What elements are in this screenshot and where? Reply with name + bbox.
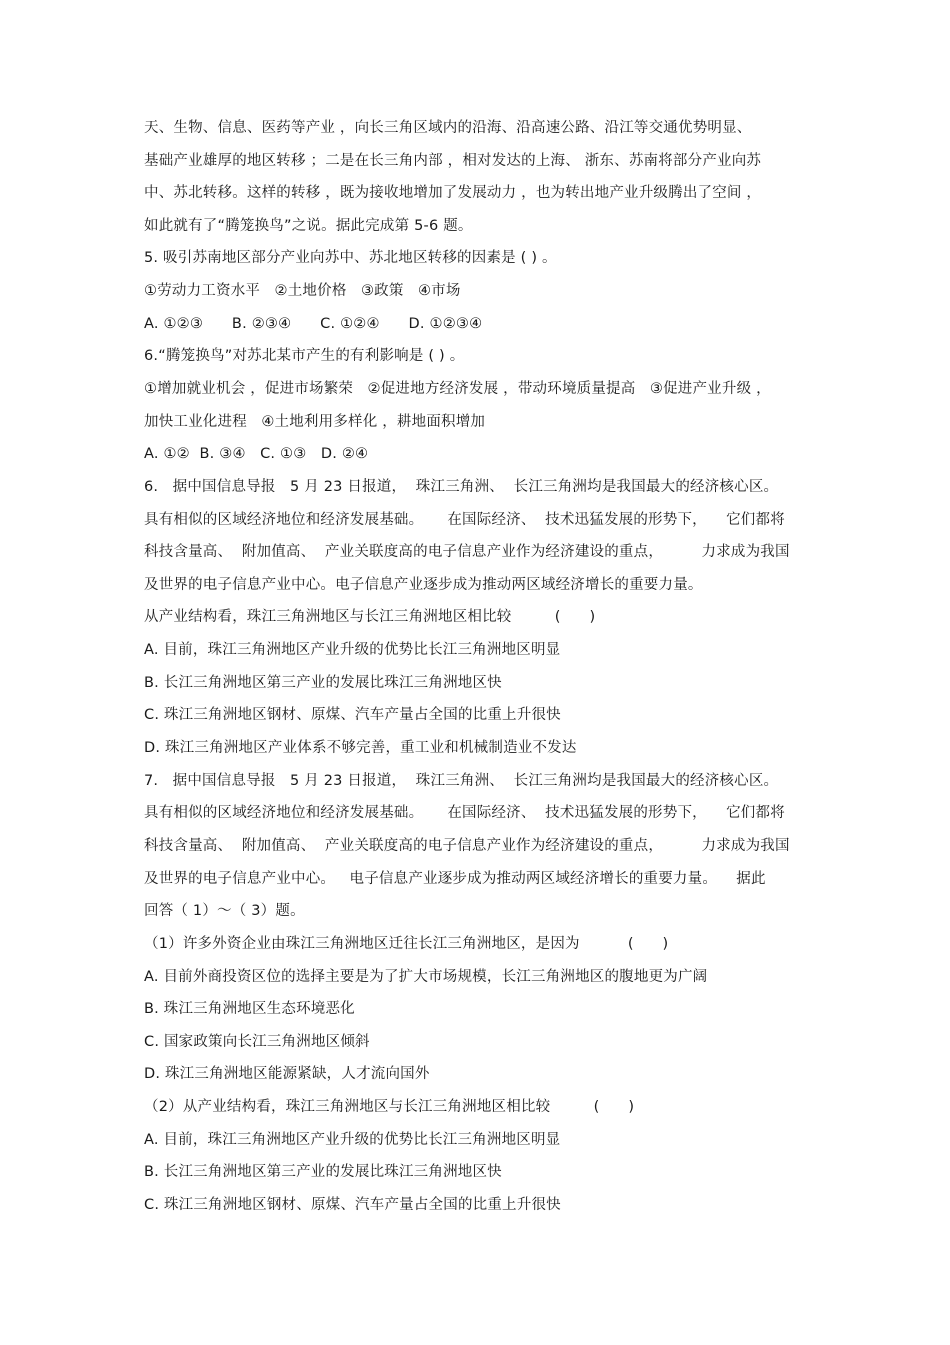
option-c: C. 珠江三角洲地区钢材、原煤、汽车产量占全国的比重上升很快	[144, 707, 561, 723]
text-line: 科技含量高、 附加值高、 产业关联度高的电子信息产业作为经济建设的重点， 力求成为我国	[144, 838, 790, 854]
question-stem: （2）从产业结构看，珠江三角洲地区与长江三角洲地区相比较 ( )	[144, 1099, 635, 1115]
text-line: 如此就有了“腾笼换鸟”之说。据此完成第 5-6 题。	[144, 218, 473, 234]
option-b: B. 珠江三角洲地区生态环境恶化	[144, 1001, 355, 1017]
text-line: 天、生物、信息、医药等产业 ，向长三角区域内的沿海、沿高速公路、沿江等交通优势明显、	[144, 120, 752, 136]
text-line: 具有相似的区域经济地位和经济发展基础。 在国际经济、 技术迅猛发展的形势下， 它们都将	[144, 512, 785, 528]
option-c: C. 珠江三角洲地区钢材、原煤、汽车产量占全国的比重上升很快	[144, 1197, 561, 1213]
option-d: D. 珠江三角洲地区能源紧缺，人才流向国外	[144, 1066, 430, 1082]
text-line: 基础产业雄厚的地区转移 ；二是在长三角内部 ，相对发达的上海、 浙东、苏南将部分产业向苏	[144, 153, 762, 169]
option-a: A. 目前外商投资区位的选择主要是为了扩大市场规模，长江三角洲地区的腹地更为广阔	[144, 969, 708, 985]
question-5-items: ①劳动力工资水平 ②土地价格 ③政策 ④市场	[144, 283, 461, 299]
question-6-stem: 6.“腾笼换鸟”对苏北某市产生的有利影响是 ( ) 。	[144, 348, 465, 364]
option-b: B. 长江三角洲地区第三产业的发展比珠江三角洲地区快	[144, 1164, 502, 1180]
option-b: B. 长江三角洲地区第三产业的发展比珠江三角洲地区快	[144, 675, 502, 691]
text-line: 6. 据中国信息导报 5 月 23 日报道， 珠江三角洲、 长江三角洲均是我国最大的经济核心区。	[144, 479, 779, 495]
option-a: A. 目前，珠江三角洲地区产业升级的优势比长江三角洲地区明显	[144, 642, 561, 658]
question-6-items: ①增加就业机会 ，促进市场繁荣 ②促进地方经济发展 ，带动环境质量提高 ③促进产业升级 ，	[144, 381, 771, 397]
option-c: C. 国家政策向长江三角洲地区倾斜	[144, 1034, 370, 1050]
question-5-options: A. ①②③ B. ②③④ C. ①②④ D. ①②③④	[144, 316, 483, 332]
text-line: 7. 据中国信息导报 5 月 23 日报道， 珠江三角洲、 长江三角洲均是我国最大的经济核心区。	[144, 773, 779, 789]
question-stem: 从产业结构看，珠江三角洲地区与长江三角洲地区相比较 ( )	[144, 609, 596, 625]
text-line: 及世界的电子信息产业中心。 电子信息产业逐步成为推动两区域经济增长的重要力量。 据此	[144, 871, 766, 887]
question-5-stem: 5. 吸引苏南地区部分产业向苏中、苏北地区转移的因素是 ( ) 。	[144, 250, 557, 266]
option-a: A. 目前，珠江三角洲地区产业升级的优势比长江三角洲地区明显	[144, 1132, 561, 1148]
question-6-options: A. ①② B. ③④ C. ①③ D. ②④	[144, 446, 369, 462]
text-line: 中、苏北转移。这样的转移 ，既为接收地增加了发展动力 ，也为转出地产业升级腾出了空间 ，	[144, 185, 762, 201]
text-line: 科技含量高、 附加值高、 产业关联度高的电子信息产业作为经济建设的重点， 力求成为我国	[144, 544, 790, 560]
text-line: 及世界的电子信息产业中心。电子信息产业逐步成为推动两区域经济增长的重要力量。	[144, 577, 703, 593]
question-6-items: 加快工业化进程 ④土地利用多样化 ，耕地面积增加	[144, 414, 486, 430]
text-line: 回答（ 1）～（ 3）题。	[144, 903, 305, 919]
question-stem: （1）许多外资企业由珠江三角洲地区迁往长江三角洲地区，是因为 ( )	[144, 936, 669, 952]
text-line: 具有相似的区域经济地位和经济发展基础。 在国际经济、 技术迅猛发展的形势下， 它们都将	[144, 805, 785, 821]
option-d: D. 珠江三角洲地区产业体系不够完善，重工业和机械制造业不发达	[144, 740, 577, 756]
